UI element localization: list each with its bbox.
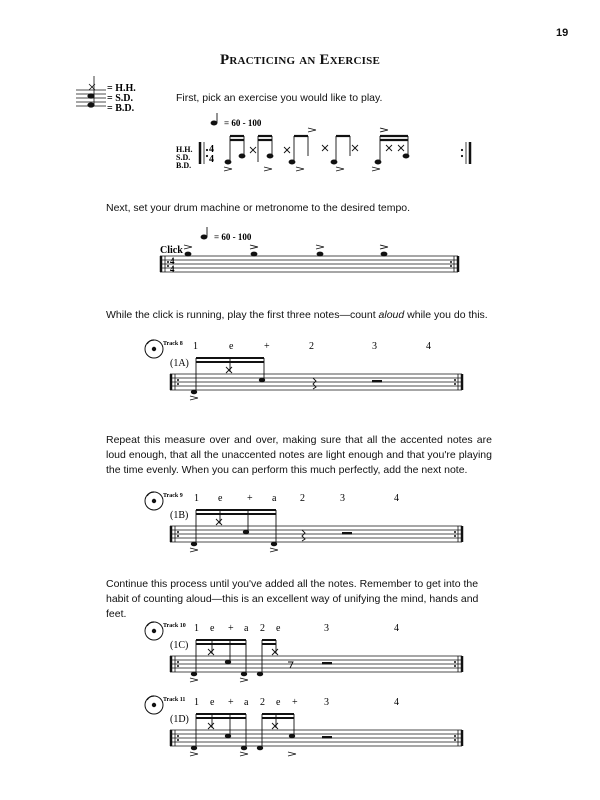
p3-text-start: While the click is running, play the first three notes—count (106, 309, 379, 321)
count-e-2: e (276, 697, 281, 708)
cd-icon (145, 340, 163, 358)
count-2: 2 (300, 493, 305, 504)
track-label: Track 10 (163, 623, 186, 629)
track-label: Track 11 (163, 697, 186, 703)
example-label: (1A) (170, 358, 189, 369)
example-1a (142, 336, 472, 406)
example-1c (142, 618, 472, 688)
paragraph-continue-process: Continue this process until you've added all the notes. Remember to get into the habit of counting aloud—this is an excellent way of unifying the mind, hands and feet. (106, 578, 479, 620)
count-1: 1 (194, 697, 199, 708)
click-label: Click (160, 245, 183, 256)
count-e: e (210, 623, 215, 634)
count-e: e (218, 493, 223, 504)
p3-text-end: while you do this. (404, 309, 488, 321)
count-a: a (272, 493, 277, 504)
exercise-label-sd: S.D. (176, 153, 191, 162)
count-and: + (247, 493, 253, 504)
count-e-2: e (276, 623, 281, 634)
track-label: Track 8 (163, 341, 183, 347)
paragraph-count-aloud (106, 308, 488, 323)
count-and: + (228, 697, 234, 708)
exercise-tempo: = 60 - 100 (224, 118, 262, 128)
track-label: Track 9 (163, 493, 183, 499)
count-2: 2 (260, 697, 265, 708)
count-4: 4 (394, 493, 399, 504)
count-a: a (244, 697, 249, 708)
count-1: 1 (193, 341, 198, 352)
cd-icon (145, 492, 163, 510)
count-1: 1 (194, 623, 199, 634)
count-3: 3 (324, 623, 329, 634)
example-label: (1C) (170, 640, 189, 651)
legend-sd: = S.D. (107, 93, 133, 104)
count-3: 3 (340, 493, 345, 504)
count-3: 3 (324, 697, 329, 708)
count-4: 4 (394, 623, 399, 634)
legend-bd: = B.D. (107, 103, 135, 114)
exercise-timesig-top: 4 (209, 144, 214, 155)
example-1d (142, 692, 472, 766)
count-and-2: + (292, 697, 298, 708)
example-1b (142, 488, 472, 558)
paragraph-set-tempo: Next, set your drum machine or metronome to the desired tempo. (106, 202, 411, 214)
count-and: + (264, 341, 270, 352)
example-label: (1B) (170, 510, 189, 521)
count-e: e (229, 341, 234, 352)
exercise-label-bd: B.D. (176, 161, 192, 170)
click-timesig-bottom: 4 (170, 264, 175, 274)
click-track-staff (156, 226, 466, 282)
count-and: + (228, 623, 234, 634)
cd-icon (145, 622, 163, 640)
count-2: 2 (309, 341, 314, 352)
paragraph-repeat-measure: Repeat this measure over and over, making sure that all the accented notes are loud enough, that all the unaccented notes are light enough and that you're playing the time evenly. When you can perform this much perfectly, add the next note. (106, 434, 492, 476)
cd-icon (145, 696, 163, 714)
exercise-label-hh: H.H. (176, 145, 193, 154)
count-e: e (210, 697, 215, 708)
page-number: 19 (556, 27, 569, 39)
count-a: a (244, 623, 249, 634)
exercise-timesig-bottom: 4 (209, 154, 214, 165)
p3-emphasis: aloud (378, 309, 405, 321)
notation-legend (72, 74, 172, 118)
count-1: 1 (194, 493, 199, 504)
page-title: Practicing an Exercise (219, 52, 381, 68)
click-timesig-top: 4 (170, 256, 175, 266)
paragraph-pick-exercise: First, pick an exercise you would like to play. (176, 92, 383, 104)
exercise-notation (172, 112, 492, 182)
example-label: (1D) (170, 714, 189, 725)
legend-hh: = H.H. (107, 83, 136, 94)
count-4: 4 (394, 697, 399, 708)
count-3: 3 (372, 341, 377, 352)
count-4: 4 (426, 341, 431, 352)
count-2: 2 (260, 623, 265, 634)
click-tempo: = 60 - 100 (214, 232, 252, 242)
